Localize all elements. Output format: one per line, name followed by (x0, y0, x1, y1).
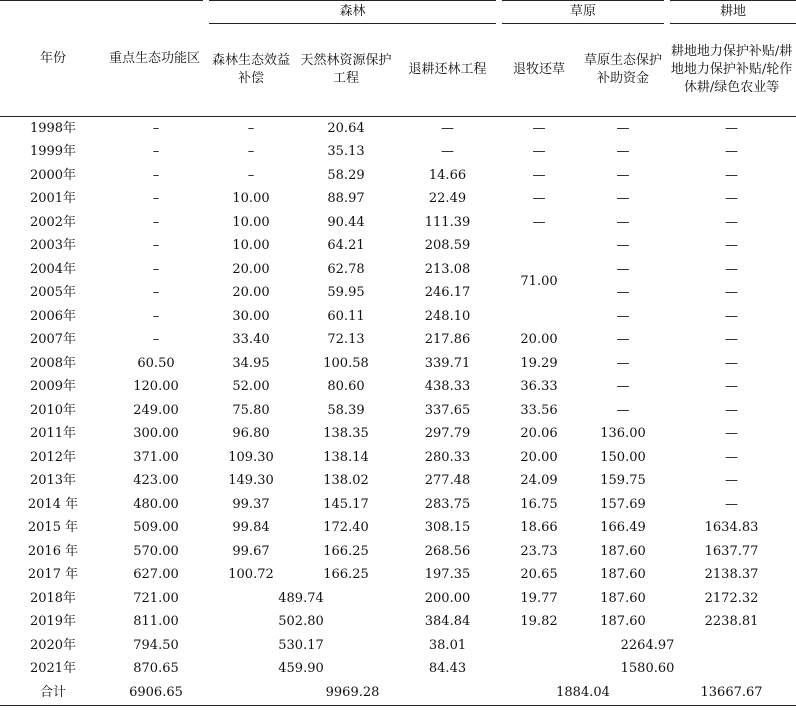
zone-cell: – (152, 167, 160, 183)
return-grass-merged-cell: 71.00 (520, 273, 558, 289)
farm-subsidy-cell: — (725, 191, 739, 207)
header-return-grass: 退牧还草 (499, 24, 579, 117)
header-year: 年份 (0, 1, 106, 117)
table-row (0, 235, 796, 259)
forest-eco-cell: 30.00 (232, 308, 270, 324)
year-cell: 2018年 (29, 590, 77, 606)
zone-cell: 627.00 (133, 567, 179, 583)
forest-eco-natural-merged-cell: 489.74 (278, 590, 324, 606)
totals-zone: 6906.65 (106, 681, 206, 705)
totals-forest: 9969.28 (206, 681, 499, 705)
return-forest-cell: 14.66 (428, 167, 467, 183)
zone-cell: 249.00 (133, 402, 179, 418)
zone-cell: 120.00 (133, 379, 179, 395)
farm-subsidy-cell: — (725, 214, 739, 230)
return-grass-cell: 20.00 (520, 332, 558, 348)
return-forest-cell: 208.59 (424, 238, 471, 254)
header-return-forest: 退耕还林工程 (396, 24, 499, 117)
totals-grass: 1884.04 (499, 681, 667, 705)
return-grass-cell: 23.73 (520, 543, 558, 559)
return-forest-cell: — (441, 120, 454, 136)
return-forest-cell: 297.79 (424, 426, 471, 442)
farm-subsidy-cell: 1637.77 (704, 543, 759, 559)
return-forest-cell: 280.33 (424, 449, 471, 465)
zone-cell: 721.00 (133, 590, 179, 606)
natural-forest-cell: 59.95 (327, 285, 365, 301)
return-forest-cell: 22.49 (428, 191, 467, 207)
farm-subsidy-cell: 2172.32 (704, 590, 759, 606)
return-forest-cell: — (441, 144, 454, 160)
return-grass-cell: — (532, 144, 546, 160)
zone-cell: – (152, 308, 160, 324)
return-grass-cell: — (532, 120, 546, 136)
return-grass-cell: 19.29 (520, 355, 558, 371)
forest-eco-natural-merged-cell: 459.90 (278, 661, 324, 677)
table-row (0, 564, 796, 588)
grass-subsidy-cell: 187.60 (600, 614, 646, 630)
farm-subsidy-cell: — (725, 449, 739, 465)
natural-forest-cell: 138.02 (323, 473, 369, 489)
forest-eco-cell: 52.00 (232, 379, 270, 395)
table-row (0, 658, 796, 682)
table-row (0, 446, 796, 470)
return-forest-cell: 337.65 (424, 402, 471, 418)
return-forest-cell: 111.39 (424, 214, 471, 230)
year-cell: 2009年 (29, 379, 77, 395)
zone-cell: – (152, 144, 160, 160)
header-grass-subsidy: 草原生态保护补助资金 (579, 24, 667, 117)
totals-row (0, 681, 796, 705)
zone-cell: 371.00 (133, 449, 179, 465)
return-forest-cell: 268.56 (424, 543, 471, 559)
forest-eco-cell: 10.00 (232, 238, 270, 254)
natural-forest-cell: 166.25 (323, 567, 369, 583)
return-grass-cell: 33.56 (520, 402, 558, 418)
forest-eco-cell: 33.40 (232, 332, 270, 348)
return-forest-cell: 38.01 (428, 637, 467, 653)
table-row (0, 611, 796, 635)
year-cell: 2008年 (29, 355, 77, 371)
totals-label: 合计 (0, 681, 106, 705)
totals-farm: 13667.67 (667, 681, 796, 705)
table-row (0, 376, 796, 400)
natural-forest-cell: 145.17 (323, 496, 369, 512)
grass-subsidy-cell: 159.75 (600, 473, 646, 489)
table-row (0, 164, 796, 188)
forest-eco-cell: 149.30 (228, 473, 274, 489)
grass-subsidy-cell: 187.60 (600, 590, 646, 606)
forest-eco-cell: 10.00 (232, 214, 270, 230)
zone-cell: – (152, 191, 160, 207)
grass-subsidy-cell: — (616, 144, 630, 160)
year-cell: 2011年 (29, 426, 77, 442)
table-row (0, 399, 796, 423)
zone-cell: 509.00 (133, 520, 179, 536)
table-row (0, 258, 796, 282)
zone-cell: – (152, 120, 160, 136)
table-row (0, 540, 796, 564)
grass-subsidy-cell: 136.00 (600, 426, 646, 442)
grass-subsidy-cell: — (616, 191, 630, 207)
year-cell: 2020年 (29, 637, 77, 653)
grass-subsidy-cell: — (616, 355, 630, 371)
table-row (0, 117, 796, 141)
year-cell: 2019年 (29, 614, 77, 630)
grass-subsidy-cell: — (616, 308, 630, 324)
header-forest-group: 森林 (206, 1, 499, 24)
zone-cell: 423.00 (133, 473, 179, 489)
zone-cell: – (152, 285, 160, 301)
year-cell: 2015 年 (27, 520, 79, 536)
grass-subsidy-cell: — (616, 332, 630, 348)
year-cell: 2017 年 (27, 567, 79, 583)
farm-subsidy-cell: — (725, 496, 739, 512)
farm-subsidy-cell: — (725, 402, 739, 418)
grass-subsidy-cell: — (616, 120, 630, 136)
table-row (0, 423, 796, 447)
natural-forest-cell: 20.64 (327, 120, 365, 136)
return-forest-cell: 339.71 (424, 355, 471, 371)
natural-forest-cell: 64.21 (327, 238, 365, 254)
forest-eco-cell: 99.67 (232, 543, 270, 559)
table-row (0, 282, 796, 306)
year-cell: 1999年 (29, 144, 77, 160)
return-grass-cell: 16.75 (520, 496, 558, 512)
header-grass-group: 草原 (499, 1, 667, 24)
forest-eco-cell: 100.72 (228, 567, 274, 583)
year-cell: 2004年 (29, 261, 77, 277)
year-cell: 2002年 (29, 214, 77, 230)
farm-subsidy-cell: — (725, 426, 739, 442)
year-cell: 2021年 (29, 661, 77, 677)
year-cell: 2005年 (29, 285, 77, 301)
year-cell: 2012年 (29, 449, 77, 465)
table-row (0, 188, 796, 212)
zone-cell: – (152, 261, 160, 277)
forest-eco-cell: – (247, 167, 255, 183)
natural-forest-cell: 62.78 (327, 261, 365, 277)
zone-cell: 300.00 (133, 426, 179, 442)
grass-subsidy-cell: — (616, 214, 630, 230)
header-farm-group: 耕地 (667, 1, 796, 24)
year-cell: 2000年 (29, 167, 77, 183)
table-row (0, 329, 796, 353)
return-grass-cell: — (532, 191, 546, 207)
natural-forest-cell: 35.13 (327, 144, 365, 160)
farm-subsidy-cell: — (725, 285, 739, 301)
natural-forest-cell: 58.39 (327, 402, 365, 418)
grass-subsidy-cell: — (616, 285, 630, 301)
grass-subsidy-cell: — (616, 261, 630, 277)
farm-subsidy-cell: — (725, 261, 739, 277)
header-zone: 重点生态功能区 (106, 1, 206, 117)
farm-subsidy-cell: 1634.83 (704, 520, 759, 536)
return-forest-cell: 248.10 (424, 308, 471, 324)
table-body (0, 117, 796, 706)
header-forest-eco: 森林生态效益补偿 (206, 24, 296, 117)
forest-eco-cell: 75.80 (232, 402, 270, 418)
header-natural-forest: 天然林资源保护工程 (296, 24, 396, 117)
year-cell: 2013年 (29, 473, 77, 489)
farm-subsidy-cell: — (725, 167, 739, 183)
year-cell: 2016 年 (27, 543, 79, 559)
return-forest-cell: 283.75 (424, 496, 471, 512)
farm-subsidy-cell: — (725, 473, 739, 489)
grass-subsidy-cell: — (616, 402, 630, 418)
return-forest-cell: 84.43 (428, 661, 467, 677)
zone-cell: – (152, 332, 160, 348)
forest-eco-cell: 20.00 (232, 285, 270, 301)
farm-subsidy-cell: — (725, 144, 739, 160)
return-grass-cell: 19.77 (520, 590, 558, 606)
grass-subsidy-cell: 150.00 (600, 449, 646, 465)
forest-eco-cell: 109.30 (228, 449, 274, 465)
header-group-row (0, 1, 796, 24)
farm-subsidy-cell: — (725, 120, 739, 136)
table-row (0, 493, 796, 517)
table-row (0, 211, 796, 235)
return-forest-cell: 217.86 (424, 332, 471, 348)
farm-subsidy-cell: — (725, 355, 739, 371)
return-forest-cell: 384.84 (424, 614, 471, 630)
natural-forest-cell: 72.13 (327, 332, 365, 348)
grass-subsidy-cell: 166.49 (600, 520, 646, 536)
farm-subsidy-cell: — (725, 379, 739, 395)
year-cell: 2014 年 (27, 496, 79, 512)
table-row (0, 141, 796, 165)
forest-eco-cell: 10.00 (232, 191, 270, 207)
natural-forest-cell: 88.97 (327, 191, 365, 207)
forest-eco-cell: – (247, 120, 255, 136)
return-forest-cell: 277.48 (424, 473, 471, 489)
natural-forest-cell: 60.11 (327, 308, 365, 324)
return-grass-cell: 20.65 (520, 567, 558, 583)
farm-subsidy-cell: 2238.81 (704, 614, 759, 630)
zone-cell: 570.00 (133, 543, 179, 559)
natural-forest-cell: 166.25 (323, 543, 369, 559)
forest-eco-cell: 99.84 (232, 520, 270, 536)
table-row (0, 470, 796, 494)
farm-subsidy-cell: — (725, 238, 739, 254)
forest-eco-cell: 34.95 (232, 355, 270, 371)
year-cell: 1998年 (29, 120, 77, 136)
return-grass-cell: — (532, 214, 546, 230)
forest-eco-cell: – (247, 144, 255, 160)
forest-eco-cell: 96.80 (232, 426, 270, 442)
table-row (0, 305, 796, 329)
return-grass-cell: 24.09 (520, 473, 558, 489)
farm-subsidy-cell: — (725, 332, 739, 348)
return-forest-cell: 197.35 (424, 567, 471, 583)
year-cell: 2003年 (29, 238, 77, 254)
natural-forest-cell: 138.35 (323, 426, 369, 442)
zone-cell: 870.65 (133, 661, 179, 677)
year-cell: 2001年 (29, 191, 77, 207)
natural-forest-cell: 172.40 (323, 520, 369, 536)
table-row (0, 587, 796, 611)
zone-cell: – (152, 238, 160, 254)
return-forest-cell: 438.33 (424, 379, 471, 395)
grass-subsidy-cell: 187.60 (600, 543, 646, 559)
farm-subsidy-cell: — (725, 308, 739, 324)
return-forest-cell: 213.08 (424, 261, 471, 277)
return-grass-cell: 20.00 (520, 449, 558, 465)
zone-cell: 794.50 (133, 637, 179, 653)
grass-farm-merged-cell: 1580.60 (620, 661, 675, 677)
return-forest-cell: 200.00 (424, 590, 471, 606)
table-row (0, 517, 796, 541)
natural-forest-cell: 90.44 (327, 214, 365, 230)
year-cell: 2007年 (29, 332, 77, 348)
return-forest-cell: 308.15 (424, 520, 471, 536)
year-cell: 2010年 (29, 402, 77, 418)
grass-subsidy-cell: 187.60 (600, 567, 646, 583)
grass-subsidy-cell: — (616, 167, 630, 183)
zone-cell: 60.50 (137, 355, 175, 371)
farm-subsidy-cell: 2138.37 (704, 567, 759, 583)
zone-cell: – (152, 214, 160, 230)
grass-subsidy-cell: — (616, 238, 630, 254)
forest-eco-cell: 20.00 (232, 261, 270, 277)
zone-cell: 811.00 (133, 614, 179, 630)
zone-cell: 480.00 (133, 496, 179, 512)
return-grass-cell: 18.66 (520, 520, 558, 536)
natural-forest-cell: 100.58 (323, 355, 369, 371)
return-grass-cell: 19.82 (520, 614, 558, 630)
year-cell: 2006年 (29, 308, 77, 324)
grass-farm-merged-cell: 2264.97 (620, 637, 675, 653)
forest-eco-natural-merged-cell: 502.80 (278, 614, 324, 630)
return-grass-cell: 36.33 (520, 379, 558, 395)
grass-subsidy-cell: 157.69 (600, 496, 646, 512)
table-row (0, 352, 796, 376)
forest-eco-natural-merged-cell: 530.17 (278, 637, 324, 653)
natural-forest-cell: 58.29 (327, 167, 365, 183)
return-grass-cell: — (532, 167, 546, 183)
return-grass-cell: 20.06 (520, 426, 558, 442)
return-forest-cell: 246.17 (424, 285, 471, 301)
header-farm-subsidy: 耕地地力保护补贴/耕地地力保护补贴/轮作休耕/绿色农业等 (667, 24, 796, 117)
grass-subsidy-cell: — (616, 379, 630, 395)
natural-forest-cell: 138.14 (323, 449, 369, 465)
forest-eco-cell: 99.37 (232, 496, 270, 512)
table-row (0, 634, 796, 658)
natural-forest-cell: 80.60 (327, 379, 365, 395)
